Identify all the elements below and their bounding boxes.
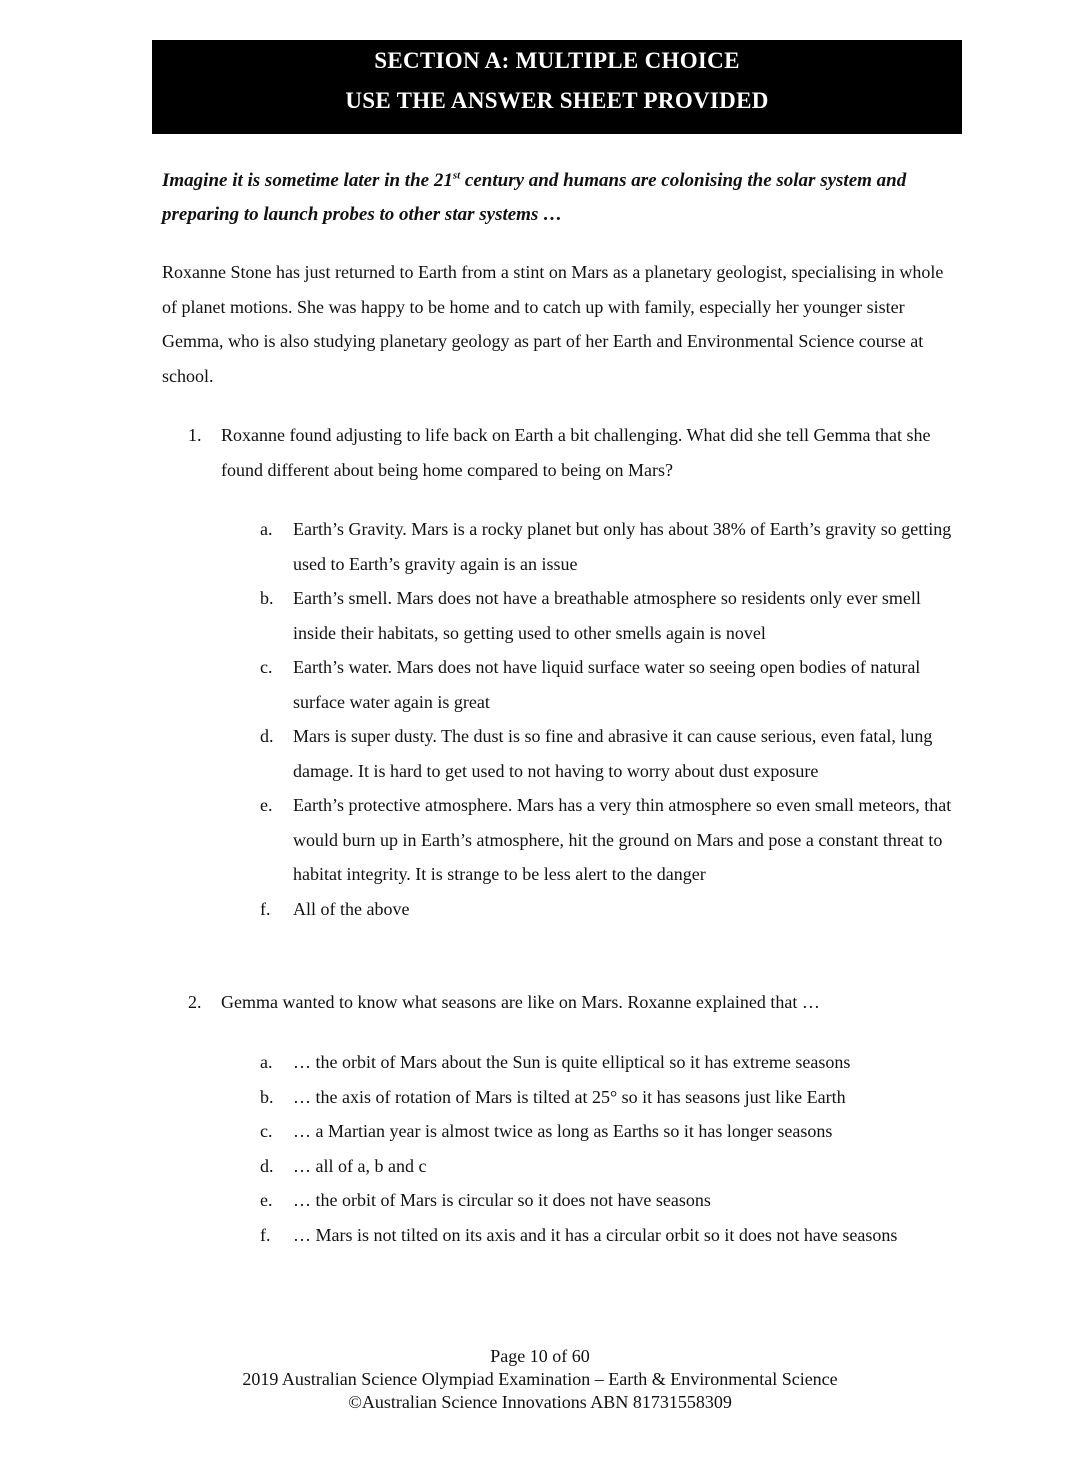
option-item [162,1080,962,1115]
intro-superscript: st [452,169,461,182]
option-letter: c. [260,657,273,677]
intro-text-end: century and humans are colonising the solar system and preparing to launch probes to other star systems … [162,170,907,225]
option-letter: a. [260,1052,273,1072]
option-text: Earth’s smell. Mars does not have a breathable atmosphere so residents only ever smell inside their habitats, so getting used to other smells again is novel [293,588,921,643]
section-title: SECTION A: MULTIPLE CHOICE [374,48,740,73]
option-letter: e. [260,795,273,815]
option-letter: a. [260,519,273,539]
option-letter: d. [260,726,274,746]
option-text: Earth’s water. Mars does not have liquid surface water so seeing open bodies of natural surface water again is great [293,657,921,712]
option-item [162,892,962,927]
option-item [162,719,962,788]
option-text: Earth’s protective atmosphere. Mars has a very thin atmosphere so even small meteors, that would burn up in Earth’s atmosphere, hit the ground on Mars and pose a constant threat to habitat integrity. It is strange to be less alert to the danger [293,795,952,884]
option-text: … the orbit of Mars about the Sun is quite elliptical so it has extreme seasons [293,1052,851,1072]
question-text: Roxanne found adjusting to life back on Earth a bit challenging. What did she tell Gemma that she found different about being home compared to being on Mars? [221,425,931,480]
option-item [162,1149,962,1184]
copyright-notice: ©Australian Science Innovations ABN 81731558309 [348,1392,732,1412]
question-1-options [162,512,962,926]
scenario-intro [162,164,962,232]
option-text: Mars is super dusty. The dust is so fine and abrasive it can cause serious, even fatal, lung damage. It is hard to get used to not having to worry about dust exposure [293,726,933,781]
question-text: Gemma wanted to know what seasons are like on Mars. Roxanne explained that … [221,992,820,1012]
option-item [162,1114,962,1149]
story-paragraph: Roxanne Stone has just returned to Earth from a stint on Mars as a planetary geologist, specialising in whole of planet motions. She was happy to be home and to catch up with family, especially her younger sister Gemma, who is also studying planetary geology as part of her Earth and Environmental Science course at school. [162,262,944,386]
question-number: 2. [188,992,202,1012]
option-letter: e. [260,1190,273,1210]
option-text: … a Martian year is almost twice as long as Earths so it has longer seasons [293,1121,833,1141]
option-text: … the orbit of Mars is circular so it does not have seasons [293,1190,711,1210]
option-letter: c. [260,1121,273,1141]
option-item [162,1045,962,1080]
option-item [162,581,962,650]
option-item [162,512,962,581]
option-letter: b. [260,588,274,608]
option-item [162,788,962,892]
option-item [162,1183,962,1218]
question-number: 1. [188,425,202,445]
question-2-options [162,1045,962,1252]
option-letter: f. [260,898,271,919]
exam-title: 2019 Australian Science Olympiad Examination – Earth & Environmental Science [242,1369,838,1389]
section-header-banner [152,40,962,134]
intro-text-start: Imagine it is sometime later in the 21 [162,170,453,191]
option-text: … the axis of rotation of Mars is tilted at 25° so it has seasons just like Earth [293,1086,846,1107]
page-footer [0,1345,1080,1414]
question-1 [162,418,962,487]
question-2 [162,985,962,1020]
option-text: All of the above [293,898,410,919]
option-text: Earth’s Gravity. Mars is a rocky planet but only has about 38% of Earth’s gravity so getting used to Earth’s gravity again is an issue [293,519,952,574]
option-letter: d. [260,1155,274,1176]
section-instruction: USE THE ANSWER SHEET PROVIDED [345,88,769,113]
option-text: … Mars is not tilted on its axis and it has a circular orbit so it does not have seasons [293,1224,898,1245]
option-letter: b. [260,1086,274,1107]
option-text: … all of a, b and c [293,1155,427,1176]
option-letter: f. [260,1224,271,1245]
option-item [162,650,962,719]
page-number: Page 10 of 60 [490,1346,590,1366]
option-item [162,1218,962,1253]
